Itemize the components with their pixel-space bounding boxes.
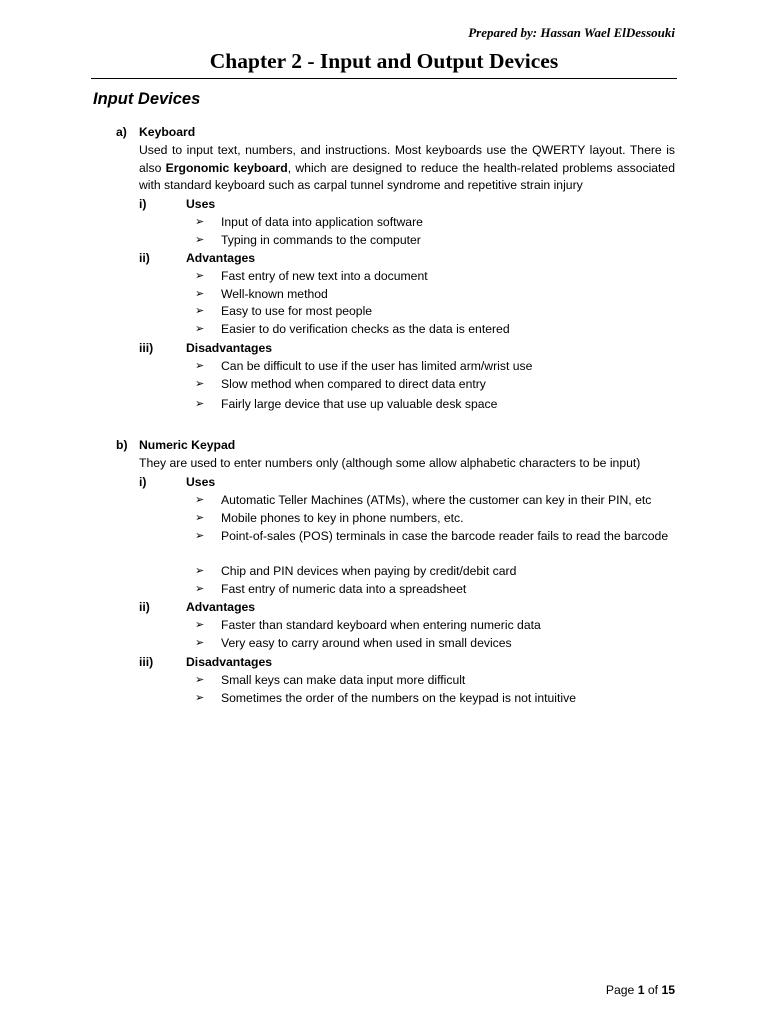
- subsection-number: ii): [139, 600, 150, 614]
- page-of: of: [647, 983, 659, 997]
- arrow-bullet-icon: ➢: [195, 270, 205, 282]
- list-item: [195, 214, 675, 232]
- list-item-text: Input of data into application software: [221, 215, 423, 229]
- subsection-heading: [139, 340, 272, 358]
- arrow-bullet-icon: ➢: [195, 360, 205, 372]
- section-title: Input Devices: [93, 90, 201, 108]
- list-item: [195, 396, 675, 414]
- list-item: [195, 492, 675, 510]
- arrow-bullet-icon: ➢: [195, 619, 205, 631]
- list-item: [195, 510, 675, 528]
- arrow-bullet-icon: ➢: [195, 674, 205, 686]
- list-item: [195, 690, 675, 708]
- list-item-text: Mobile phones to key in phone numbers, etc.: [221, 511, 464, 525]
- arrow-bullet-icon: ➢: [195, 512, 205, 524]
- list-item: [195, 321, 675, 339]
- item-heading: [116, 437, 235, 455]
- list-item-text: Fast entry of new text into a document: [221, 269, 428, 283]
- list-item-text: Well-known method: [221, 287, 328, 301]
- arrow-bullet-icon: ➢: [195, 565, 205, 577]
- list-item: [195, 635, 675, 653]
- subsection-label: Advantages: [186, 600, 256, 614]
- item-heading: [116, 124, 195, 142]
- list-item-text: Fast entry of numeric data into a spreadsheet: [221, 582, 467, 596]
- subsection-number: i): [139, 197, 147, 211]
- item-heading-text: Keyboard: [139, 125, 196, 139]
- desc-text: They are used to enter numbers only (although some allow alphabetic characters to be input): [139, 456, 641, 470]
- list-item-text: Automatic Teller Machines (ATMs), where the customer can key in their PIN, etc: [221, 493, 652, 507]
- title-divider: [91, 78, 677, 79]
- list-item: [195, 672, 675, 690]
- list-item-text: Small keys can make data input more difficult: [221, 673, 466, 687]
- arrow-bullet-icon: ➢: [195, 234, 205, 246]
- list-item: [195, 232, 675, 250]
- subsection-label: Uses: [186, 475, 216, 489]
- item-heading-text: Numeric Keypad: [139, 438, 236, 452]
- subsection-label: Disadvantages: [186, 341, 273, 355]
- arrow-bullet-icon: ➢: [195, 398, 205, 410]
- page-number: [606, 983, 675, 997]
- subsection-heading: [139, 474, 215, 492]
- page-word: Page: [605, 983, 635, 997]
- list-item: [195, 528, 675, 546]
- list-item-text: Very easy to carry around when used in small devices: [221, 636, 512, 650]
- list-item-text: Point-of-sales (POS) terminals in case the barcode reader fails to read the barcode: [221, 529, 669, 543]
- arrow-bullet-icon: ➢: [195, 637, 205, 649]
- subsection-heading: [139, 196, 215, 214]
- arrow-bullet-icon: ➢: [195, 530, 205, 542]
- list-item-text: Slow method when compared to direct data entry: [221, 377, 486, 391]
- prepared-by: Prepared by: Hassan Wael ElDessouki: [468, 25, 675, 40]
- page-total: 15: [661, 983, 675, 997]
- list-item-text: Typing in commands to the computer: [221, 233, 421, 247]
- arrow-bullet-icon: ➢: [195, 323, 205, 335]
- list-item: [195, 358, 675, 376]
- list-item: [195, 268, 675, 286]
- list-item: [195, 581, 675, 599]
- subsection-heading: [139, 250, 255, 268]
- item-letter: b): [116, 438, 128, 452]
- subsection-label: Uses: [186, 197, 216, 211]
- arrow-bullet-icon: ➢: [195, 692, 205, 704]
- list-item-text: Easy to use for most people: [221, 304, 373, 318]
- page-current: 1: [637, 983, 645, 997]
- subsection-label: Disadvantages: [186, 655, 273, 669]
- subsection-heading: [139, 654, 272, 672]
- desc-text-after: , which are designed to reduce the health-related problems associated with standard keyboard such as carpal tunnel syndrome and repetitive strain injury: [139, 160, 675, 192]
- list-item-text: Fairly large device that use up valuable desk space: [221, 397, 498, 411]
- item-letter: a): [116, 125, 127, 139]
- arrow-bullet-icon: ➢: [195, 583, 205, 595]
- arrow-bullet-icon: ➢: [195, 216, 205, 228]
- subsection-number: iii): [139, 655, 154, 669]
- list-item-text: Easier to do verification checks as the data is entered: [221, 322, 510, 336]
- subsection-heading: [139, 599, 255, 617]
- list-item: [195, 617, 675, 635]
- item-description: [139, 455, 675, 473]
- arrow-bullet-icon: ➢: [195, 288, 205, 300]
- list-item-text: Faster than standard keyboard when entering numeric data: [221, 618, 541, 632]
- list-item: [195, 376, 675, 394]
- desc-bold-text: Ergonomic keyboard: [165, 160, 288, 175]
- list-item: [195, 286, 675, 304]
- list-item-text: Can be difficult to use if the user has limited arm/wrist use: [221, 359, 533, 373]
- chapter-title: Chapter 2 - Input and Output Devices: [209, 49, 559, 73]
- subsection-number: iii): [139, 341, 154, 355]
- list-item: [195, 303, 675, 321]
- list-item-text: Sometimes the order of the numbers on the keypad is not intuitive: [221, 691, 576, 705]
- arrow-bullet-icon: ➢: [195, 378, 205, 390]
- subsection-label: Advantages: [186, 251, 256, 265]
- list-item: [195, 563, 675, 581]
- arrow-bullet-icon: ➢: [195, 305, 205, 317]
- list-item-text: Chip and PIN devices when paying by credit/debit card: [221, 564, 517, 578]
- subsection-number: i): [139, 475, 147, 489]
- subsection-number: ii): [139, 251, 150, 265]
- item-description: [139, 142, 675, 195]
- arrow-bullet-icon: ➢: [195, 494, 205, 506]
- desc-text: Used to input text, numbers, and instructions. Most keyboards use the QWERTY layout. There is also: [139, 143, 675, 175]
